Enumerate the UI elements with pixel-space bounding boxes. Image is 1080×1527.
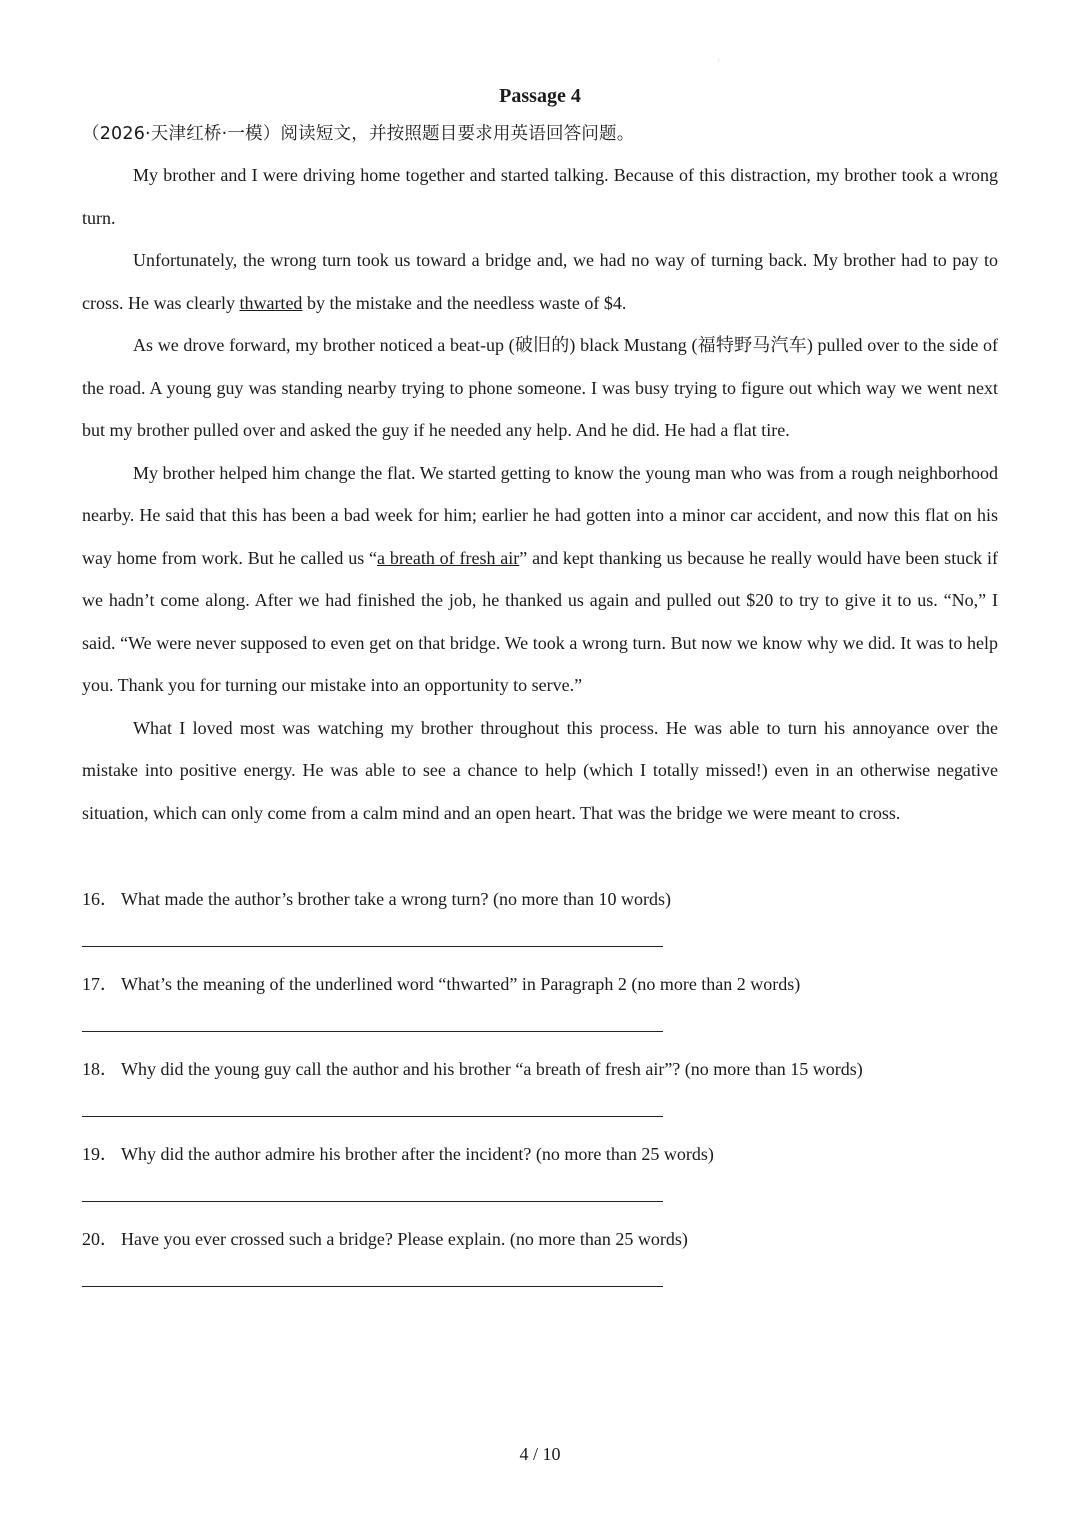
question-text: Why did the young guy call the author and his brother “a breath of fresh air”? (no more than 15 words) — [121, 1059, 863, 1079]
paragraph-2-text-a: Unfortunately, the wrong turn took us toward a bridge and, we had no way of turning back. My brother had to pay to cross. He was clearly — [82, 250, 998, 313]
question-20 — [82, 1225, 688, 1251]
question-16 — [82, 885, 671, 911]
paragraph-4-text-a: My brother helped him change the flat. We started getting to know the young man who was from a rough neighborhood nearby. He said that this has been a bad week for him; earlier he had gotten into a minor car accident, and now this flat on his way home from work. But he called us “ — [82, 462, 998, 568]
answer-line-19[interactable] — [82, 1201, 663, 1202]
paragraph-5: What I loved most was watching my brother throughout this process. He was able to turn his annoyance over the mistake into positive energy. He was able to see a chance to help (which I totally missed!) even in an otherwise negative situation, which can only come from a calm mind and an open heart. That was the bridge we were meant to cross. — [82, 717, 998, 823]
question-text: What made the author’s brother take a wrong turn? (no more than 10 words) — [121, 889, 671, 909]
corner-mark: : — [718, 58, 720, 64]
question-text: What’s the meaning of the underlined word “thwarted” in Paragraph 2 (no more than 2 words) — [121, 974, 801, 994]
underlined-word-thwarted: thwarted — [239, 292, 303, 313]
question-text: Why did the author admire his brother after the incident? (no more than 25 words) — [121, 1144, 714, 1164]
question-number: 19． — [82, 1144, 118, 1164]
question-18 — [82, 1055, 863, 1081]
question-text: Have you ever crossed such a bridge? Please explain. (no more than 25 words) — [121, 1229, 688, 1249]
answer-line-17[interactable] — [82, 1031, 663, 1032]
question-number: 16． — [82, 889, 118, 909]
answer-line-16[interactable] — [82, 946, 663, 947]
page-number: 4 / 10 — [519, 1444, 561, 1464]
paragraph-2 — [82, 239, 998, 324]
question-number: 18． — [82, 1059, 118, 1079]
paragraph-4-text-b: ” and kept thanking us because he really would have been stuck if we hadn’t come along. After we had finished the job, he thanked us again and pulled out $20 to try to give it to us. “No,” I said. “We were never supposed to even get on that bridge. We took a wrong turn. But now we know why we did. It was to help you. Thank you for turning our mistake into an opportunity to serve.” — [82, 547, 999, 695]
paragraph-1: My brother and I were driving home together and started talking. Because of this distraction, my brother took a wrong turn. — [82, 165, 998, 228]
paragraph-3: As we drove forward, my brother noticed a beat-up (破旧的) black Mustang (福特野马汽车) pulled over to the side of the road. A young guy was standing nearby trying to phone someone. I was busy trying to figure out which way we went next but my brother pulled over and asked the guy if he needed any help. And he did. He had a flat tire. — [82, 335, 998, 440]
source-instructions: （2026·天津红桥·一模）阅读短文，并按照题目要求用英语回答问题。 — [82, 124, 635, 144]
passage-body — [82, 154, 998, 834]
answer-line-20[interactable] — [82, 1286, 663, 1287]
question-number: 17． — [82, 974, 118, 994]
passage-title: Passage 4 — [499, 85, 581, 107]
paragraph-2-text-b: by the mistake and the needless waste of $4. — [302, 292, 627, 313]
question-19 — [82, 1140, 714, 1166]
paragraph-4 — [82, 452, 998, 707]
question-17 — [82, 970, 800, 996]
question-number: 20． — [82, 1229, 118, 1249]
underlined-phrase-fresh-air: a breath of fresh air — [377, 547, 520, 568]
answer-line-18[interactable] — [82, 1116, 663, 1117]
